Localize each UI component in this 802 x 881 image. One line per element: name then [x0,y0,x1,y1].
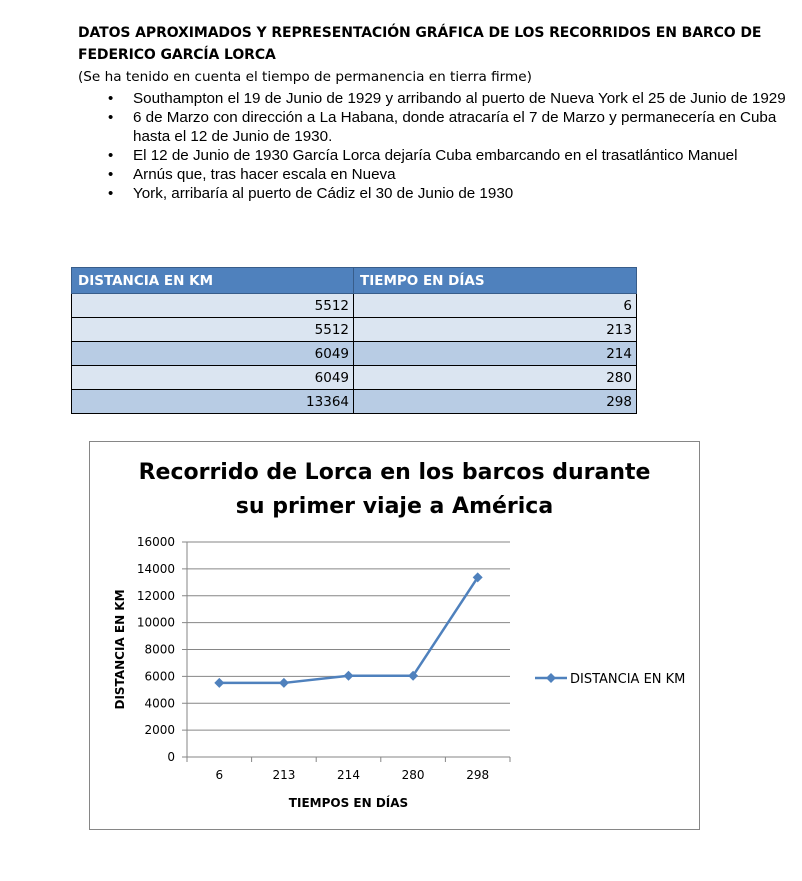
legend [535,672,685,687]
list-item: • Southampton el 19 de Junio de 1929 y arribando al puerto de Nueva York el 25 de Junio de 1929 [108,89,798,108]
x-tick-label: 6 [215,768,224,782]
legend-label: DISTANCIA EN KM [570,672,686,687]
gridlines [187,542,510,730]
y-tick-label: 4000 [144,696,175,711]
list-item: • Arnús que, tras hacer escala en Nueva [108,165,798,184]
y-tick-label: 0 [167,750,175,764]
y-tick-label: 8000 [144,642,175,657]
y-tick-label: 16000 [136,535,175,549]
table-row [72,294,637,318]
list-item: • York, arribaría al puerto de Cádiz el 30 de Junio de 1930 [108,184,798,203]
x-tick-label: 213 [272,768,296,782]
cell-time: 214 [354,342,637,366]
axes [137,535,510,782]
chart-title-line-1: Recorrido de Lorca en los barcos durante [138,460,651,485]
y-tick-label: 14000 [136,561,175,576]
cell-distance: 5512 [72,318,354,342]
data-table [71,267,637,414]
legend-marker-icon [546,673,556,683]
document-heading: DATOS APROXIMADOS Y REPRESENTACIÓN GRÁFICA DE LOS RECORRIDOS EN BARCO DE FEDERICO GARCÍA LORCA [78,25,762,63]
list-item: • 6 de Marzo con dirección a La Habana, donde atracaría el 7 de Marzo y permanecería en Cuba hasta el 12 de Junio de 1930. [108,108,798,146]
x-axis-title: TIEMPOS EN DÍAS [288,796,409,810]
table-row [72,342,637,366]
y-axis-title: DISTANCIA EN KM [113,589,127,710]
y-tick-label: 2000 [144,723,175,738]
list-item: • El 12 de Junio de 1930 García Lorca dejaría Cuba embarcando en el trasatlántico Manuel [108,146,798,165]
table-row [72,366,637,390]
line-chart [89,441,700,830]
series-distance [214,572,482,688]
column-header-distance: DISTANCIA EN KM [72,268,354,294]
data-point [279,678,289,688]
cell-time: 280 [354,366,637,390]
cell-distance: 6049 [72,342,354,366]
itinerary-list [108,89,798,203]
cell-time: 298 [354,390,637,414]
data-point [214,678,224,688]
x-tick-label: 280 [401,768,425,782]
series-line [219,577,477,683]
table-row [72,318,637,342]
y-tick-label: 12000 [136,588,175,603]
cell-time: 6 [354,294,637,318]
cell-distance: 6049 [72,366,354,390]
y-tick-label: 10000 [136,615,175,630]
x-tick-label: 298 [466,768,490,782]
cell-distance: 13364 [72,390,354,414]
data-point [344,671,354,681]
chart-title-line-2: su primer viaje a América [235,494,554,519]
x-tick-label: 214 [337,768,360,782]
column-header-time: TIEMPO EN DÍAS [354,268,637,294]
table-header-row [72,268,637,294]
cell-time: 213 [354,318,637,342]
document-note: (Se ha tenido en cuenta el tiempo de permanencia en tierra firme) [78,69,532,85]
table-row [72,390,637,414]
chart-plot-area [90,442,699,829]
y-tick-label: 6000 [144,669,175,684]
cell-distance: 5512 [72,294,354,318]
